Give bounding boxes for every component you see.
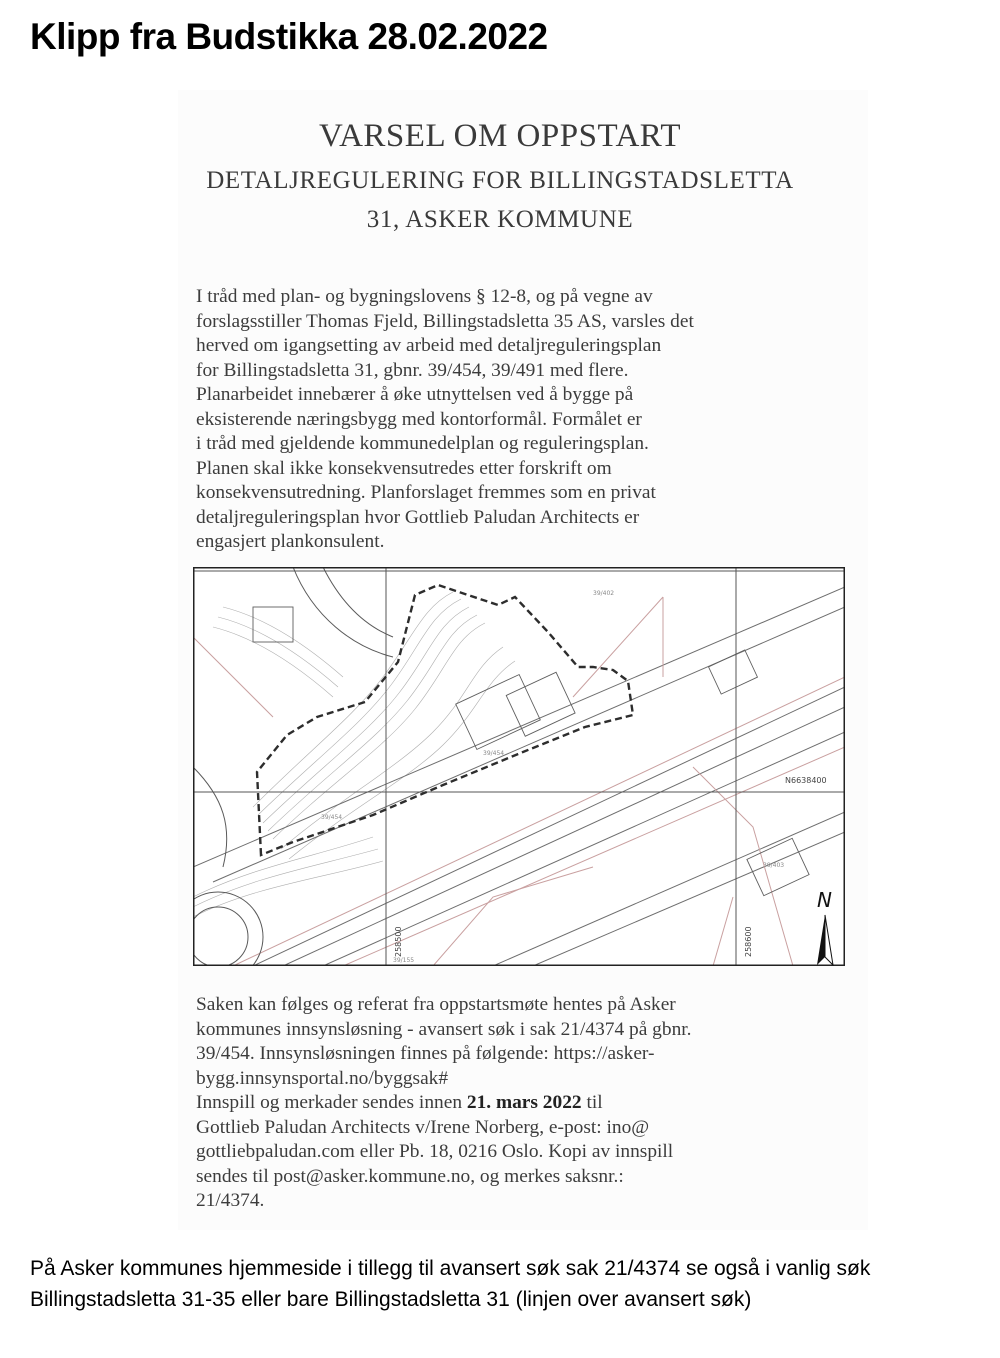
map-coordinate-east-right: 258600 <box>744 926 753 957</box>
paragraph-line: Planen skal ikke konsekvensutredes etter forskrift om <box>196 457 612 479</box>
paragraph-line: i tråd med gjeldende kommunedelplan og reguleringsplan. <box>196 433 649 454</box>
paragraph-line: engasjert plankonsulent. <box>196 531 385 552</box>
north-arrow-label: N <box>817 888 832 912</box>
paragraph-line: 39/454. Innsynsløsningen finnes på følgende: https://asker- <box>196 1043 655 1064</box>
deadline-date: 21. mars 2022 <box>466 1092 582 1113</box>
parcel-label: 39/454 <box>321 814 343 821</box>
notice-subtitle-line2: 31, ASKER KOMMUNE <box>366 206 634 233</box>
notice-title: VARSEL OM OPPSTART <box>319 118 681 154</box>
notice-paragraph-1 <box>196 285 856 555</box>
paragraph-line: for Billingstadsletta 31, gbnr. 39/454, 39/491 med flere. <box>196 359 629 381</box>
notice-paragraph-2 <box>196 993 856 1214</box>
paragraph-line: detaljreguleringsplan hvor Gottlieb Paludan Architects er <box>196 506 640 528</box>
parcel-label: 39/155 <box>393 957 415 964</box>
deadline-line <box>196 1091 856 1116</box>
paragraph-line: herved om igangsetting av arbeid med detaljreguleringsplan <box>196 335 662 356</box>
deadline-suffix: til <box>581 1092 603 1113</box>
paragraph-line: Saken kan følges og referat fra oppstartsmøte hentes på Asker <box>196 994 676 1015</box>
page-title: Klipp fra Budstikka 28.02.2022 <box>30 16 548 57</box>
paragraph-line: eksisterende næringsbygg med kontorformål. Formålet er <box>196 408 642 430</box>
paragraph-line: Planarbeidet innebærer å øke utnyttelsen ved å bygge på <box>196 384 634 405</box>
paragraph-line: forslagsstiller Thomas Fjeld, Billingstadsletta 35 AS, varsles det <box>196 310 694 332</box>
notice-subtitle-line1: DETALJREGULERING FOR BILLINGSTADSLETTA <box>206 167 794 194</box>
paragraph-line: konsekvensutredning. Planforslaget fremmes som en privat <box>196 482 656 503</box>
map-coordinate-north: N6638400 <box>785 776 827 785</box>
paragraph-line: sendes til post@asker.kommune.no, og merkes saksnr.: <box>196 1165 624 1187</box>
footer-note <box>30 1253 980 1315</box>
paragraph-line: gottliebpaludan.com eller Pb. 18, 0216 Oslo. Kopi av innspill <box>196 1141 674 1162</box>
footer-line-1: På Asker kommunes hjemmeside i tillegg til avansert søk sak 21/4374 se også i vanlig søk <box>30 1257 871 1280</box>
footer-line-2: Billingstadsletta 31-35 eller bare Billingstadsletta 31 (linjen over avansert søk) <box>30 1288 752 1311</box>
paragraph-line: kommunes innsynsløsning - avansert søk i sak 21/4374 på gbnr. <box>196 1018 692 1040</box>
paragraph-line: I tråd med plan- og bygningslovens § 12-8, og på vegne av <box>196 286 653 307</box>
map-coordinate-east-left: 258500 <box>394 926 403 957</box>
parcel-label: 39/403 <box>763 862 785 869</box>
parcel-label: 39/402 <box>593 590 615 597</box>
paragraph-line: Gottlieb Paludan Architects v/Irene Norberg, e-post: ino@ <box>196 1116 650 1138</box>
deadline-prefix: Innspill og merkader sendes innen <box>196 1092 467 1113</box>
paragraph-line: bygg.innsynsportal.no/byggsak# <box>196 1067 449 1089</box>
paragraph-line: 21/4374. <box>196 1190 265 1211</box>
site-map <box>193 567 845 966</box>
parcel-label: 39/454 <box>483 750 505 757</box>
